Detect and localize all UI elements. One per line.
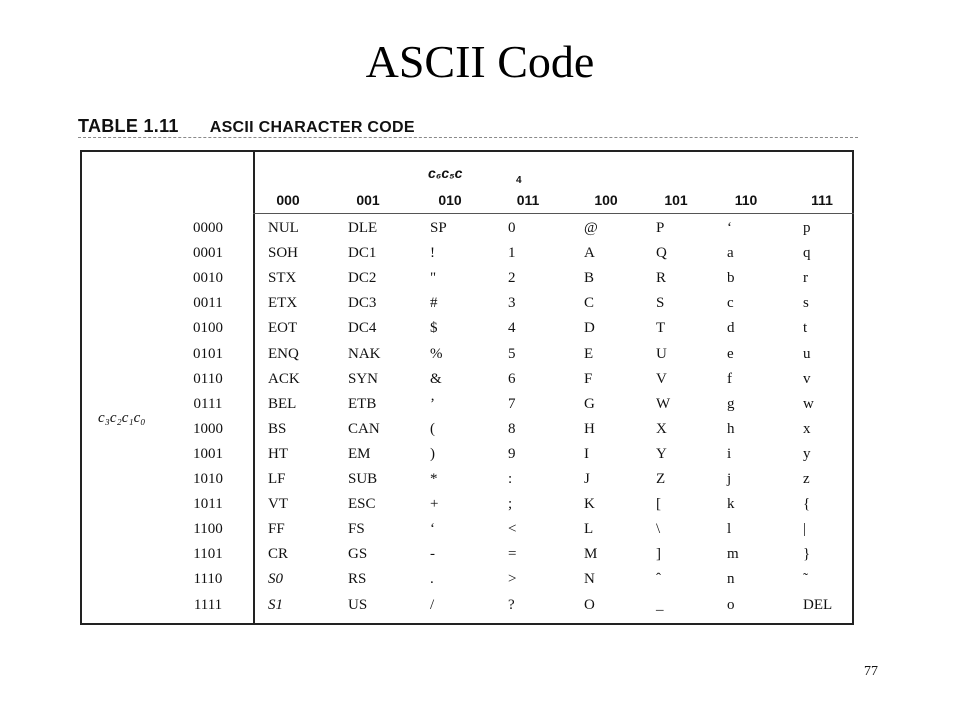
table-name: ASCII CHARACTER CODE [209,119,415,136]
table-cell: t [803,320,808,336]
table-cell: LF [268,471,286,487]
column-header-3: 011 [516,192,540,208]
table-cell: P [656,220,665,236]
table-cell: V [656,371,667,387]
table-cell: S1 [268,597,283,613]
table-cell: D [584,320,595,336]
table-cell: SOH [268,245,299,261]
table-cell: # [430,295,438,311]
row-code-9: 1001 [193,446,223,462]
table-cell: ‘ [727,220,732,236]
table-cell: US [348,597,368,613]
table-cell: 1 [508,245,516,261]
table-cell: ’ [430,396,435,412]
table-cell: W [656,396,671,412]
table-cell: o [727,597,735,613]
table-cell: 9 [508,446,516,462]
table-cell: & [430,371,442,387]
table-cell: F [584,371,593,387]
table-cell: 3 [508,295,516,311]
table-cell: ] [656,546,661,562]
table-cell: RS [348,571,367,587]
table-cell: b [727,270,735,286]
table-cell: ESC [348,496,376,512]
table-cell: n [727,571,735,587]
table-cell: T [656,320,666,336]
table-cell: p [803,220,811,236]
table-cell: % [430,346,443,362]
table-cell: * [430,471,438,487]
column-header-2: 010 [438,192,462,208]
table-cell: . [430,571,434,587]
table-cell: BS [268,421,287,437]
table-cell: SYN [348,371,379,387]
table-cell: ‘ [430,521,435,537]
row-code-11: 1011 [193,496,223,512]
row-code-15: 1111 [193,597,223,613]
table-cell: 0 [508,220,516,236]
table-cell: { [803,496,811,512]
table-cell: 5 [508,346,516,362]
slide-title: ASCII Code [365,36,595,87]
table-cell: y [803,446,811,462]
table-cell: - [430,546,435,562]
table-cell: 4 [508,320,516,336]
table-cell: VT [268,496,288,512]
row-code-5: 0101 [193,346,223,362]
table-cell: g [727,396,735,412]
column-header-7: 111 [811,192,833,208]
table-cell: CAN [348,421,380,437]
table-cell: J [584,471,590,487]
row-code-7: 0111 [193,396,223,412]
table-cell: Y [656,446,667,462]
table-cell: $ [430,320,438,336]
table-cell: q [803,245,811,261]
table-cell: R [656,270,667,286]
table-cell: NUL [268,220,299,236]
table-cell: c [727,295,734,311]
table-cell: > [508,571,517,587]
table-cell: i [727,446,732,462]
table-cell: S [656,295,665,311]
table-cell: @ [584,220,598,236]
table-cell: h [727,421,735,437]
table-cell: DC2 [348,270,377,286]
row-code-12: 1100 [193,521,223,537]
table-cell: d [727,320,735,336]
table-cell: ( [430,421,435,437]
table-cell: [ [656,496,661,512]
table-cell: v [803,371,811,387]
table-cell: U [656,346,667,362]
table-header-divider [253,213,854,214]
table-cell: DEL [803,597,833,613]
table-cell: m [727,546,739,562]
table-cell: HT [268,446,288,462]
table-cell: DLE [348,220,378,236]
table-cell: K [584,496,595,512]
table-cell: \ [656,521,661,537]
table-cell: e [727,346,734,362]
table-cell: M [584,546,598,562]
upper-bits-note: 4 [516,175,522,186]
table-cell: 8 [508,421,516,437]
table-cell: 7 [508,396,516,412]
table-cell: ; [508,496,513,512]
row-code-13: 1101 [193,546,223,562]
row-code-10: 1010 [193,471,223,487]
table-cell: r [803,270,808,286]
table-cell: BEL [268,396,297,412]
table-cell: SP [430,220,447,236]
table-cell: ) [430,446,435,462]
column-header-1: 001 [356,192,380,208]
table-cell: DC1 [348,245,377,261]
lower-bits-label: c₃c₂c₁c₀ [98,410,146,426]
table-column-divider [253,150,255,625]
table-cell: E [584,346,594,362]
row-code-4: 0100 [193,320,223,336]
table-cell: FS [348,521,365,537]
table-cell: : [508,471,513,487]
table-cell: O [584,597,595,613]
column-header-5: 101 [664,192,688,208]
table-cell: ETX [268,295,298,311]
table-cell: ENQ [268,346,299,362]
row-code-1: 0001 [193,245,223,261]
table-cell: 2 [508,270,516,286]
table-cell: } [803,546,811,562]
table-cell: NAK [348,346,381,362]
table-cell: H [584,421,595,437]
table-cell: CR [268,546,289,562]
column-header-4: 100 [594,192,618,208]
table-cell: < [508,521,517,537]
table-cell: a [727,245,734,261]
table-cell: f [727,371,732,387]
table-cell: k [727,496,735,512]
table-cell: B [584,270,595,286]
table-cell: FF [268,521,285,537]
table-cell: l [727,521,732,537]
caption-divider [78,137,858,138]
table-cell: / [430,597,435,613]
row-code-8: 1000 [193,421,223,437]
table-cell: ˆ [656,571,661,587]
column-header-0: 000 [276,192,300,208]
table-cell: " [430,270,437,286]
table-cell: = [508,546,517,562]
table-cell: A [584,245,595,261]
table-cell: I [584,446,589,462]
row-code-14: 1110 [193,571,223,587]
table-cell: EM [348,446,371,462]
table-cell: ACK [268,371,300,387]
upper-bits-label: c₆c₅c [428,165,463,181]
table-cell: | [803,521,807,537]
table-cell: u [803,346,811,362]
table-cell: ? [508,597,515,613]
table-cell: Q [656,245,667,261]
table-cell: ETB [348,396,377,412]
table-cell: C [584,295,595,311]
table-cell: Z [656,471,666,487]
table-cell: SUB [348,471,378,487]
row-code-3: 0011 [193,295,223,311]
table-cell: STX [268,270,297,286]
table-cell: DC4 [348,320,377,336]
table-cell: G [584,396,595,412]
table-cell: S0 [268,571,283,587]
table-cell: N [584,571,595,587]
table-cell: EOT [268,320,298,336]
table-cell: ! [430,245,435,261]
row-code-0: 0000 [193,220,223,236]
page-number: 77 [864,664,878,679]
table-cell: j [727,471,732,487]
row-code-2: 0010 [193,270,223,286]
table-cell: GS [348,546,368,562]
table-cell: z [803,471,810,487]
table-number: TABLE 1.11 [78,116,179,136]
table-caption [78,116,415,137]
table-cell: X [656,421,667,437]
table-cell: ˜ [803,571,808,587]
table-cell: x [803,421,811,437]
table-cell: L [584,521,594,537]
table-cell: s [803,295,809,311]
table-cell: 6 [508,371,516,387]
row-code-6: 0110 [193,371,223,387]
table-cell: _ [656,597,664,613]
table-cell: DC3 [348,295,377,311]
table-cell: + [430,496,439,512]
table-cell: w [803,396,814,412]
column-header-6: 110 [734,192,758,208]
